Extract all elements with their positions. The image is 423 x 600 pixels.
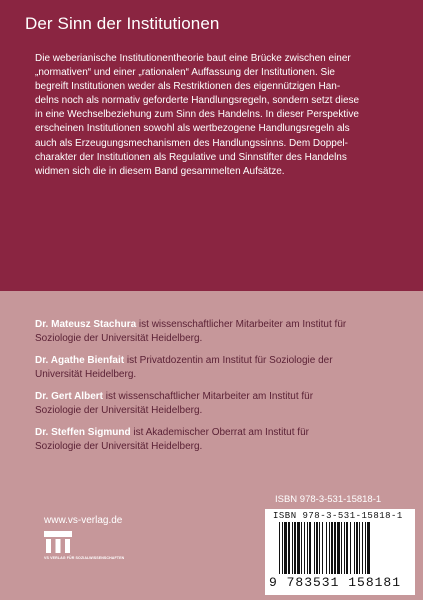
barcode-bar [362, 522, 363, 574]
description-panel [0, 0, 423, 291]
isbn-label: ISBN 978-3-531-15818-1 [275, 494, 382, 505]
author-bio [35, 318, 407, 346]
barcode-bar [316, 522, 318, 574]
barcode-bar [288, 522, 290, 574]
description-line: auch als Erzeugungsmechanismen des Handlungssinns. Dem Doppel- [35, 137, 348, 149]
publisher-website: www.vs-verlag.de [44, 515, 123, 526]
author-bio [35, 390, 407, 418]
author-bio [35, 426, 407, 454]
barcode-isbn-text: ISBN 978-3-531-15818-1 [273, 511, 403, 521]
barcode-bar [341, 522, 342, 574]
barcode-bar [337, 522, 340, 574]
barcode-bar [279, 522, 280, 574]
barcode-bar [292, 522, 293, 574]
barcode [265, 509, 415, 595]
description-line: in eine Wechselbeziehung zum Sinn des Handelns. In dieser Perspektive [35, 109, 359, 121]
publisher-logo [44, 531, 125, 561]
author-bio [35, 354, 407, 382]
author-bio-text: Soziologie der Universität Heidelberg. [35, 333, 203, 344]
book-description [35, 52, 407, 179]
author-name: Dr. Steffen Sigmund [35, 427, 131, 438]
barcode-bar [365, 522, 366, 574]
author-bio-text: ist wissenschaftlicher Mitarbeiter am Institut für [136, 319, 347, 330]
description-line: erscheinen Institutionen sowohl als wertbezogene Handlungsregeln als [35, 123, 350, 135]
author-bio-text: Soziologie der Universität Heidelberg. [35, 441, 203, 452]
barcode-bar [294, 522, 296, 574]
author-name: Dr. Agathe Bienfait [35, 355, 125, 366]
author-bio-text: ist wissenschaftlicher Mitarbeiter am Institut für [102, 391, 314, 402]
author-bio-text: Soziologie der Universität Heidelberg. [35, 405, 203, 416]
barcode-bar [282, 522, 283, 574]
barcode-bar [331, 522, 333, 574]
author-name: Dr. Gert Albert [35, 391, 103, 402]
publisher-logo-text: VS VERLAG FÜR SOZIALWISSENSCHAFTEN [44, 556, 125, 560]
barcode-bar [307, 522, 308, 574]
barcode-bar [344, 522, 345, 574]
barcode-bar [319, 522, 320, 574]
barcode-bar [314, 522, 315, 574]
description-line: charakter der Institutionen als Regulative und Sinnstifter des Handelns [35, 151, 347, 163]
book-title: Der Sinn der Institutionen [25, 14, 220, 33]
publisher-logo-mark-icon [44, 531, 72, 553]
description-line: „normativen“ und einer „rationalen“ Auffassung der Institutionen. Sie [35, 67, 335, 79]
barcode-bar [350, 522, 351, 574]
barcode-bar [322, 522, 323, 574]
barcode-bar [326, 522, 327, 574]
author-bio-text: ist Privatdozentin am Institut für Soziologie der [124, 355, 333, 366]
description-line: Die weberianische Institutionentheorie baut eine Brücke zwischen einer [35, 53, 351, 64]
barcode-bar [367, 522, 370, 574]
author-bio-text: ist Akademischer Oberrat am Institut für [130, 427, 309, 438]
barcode-bar [359, 522, 360, 574]
description-line: delns noch als normativ geforderte Handlungsregeln, sondern setzt diese [35, 95, 360, 107]
author-bio-text: Universität Heidelberg. [35, 369, 137, 380]
barcode-bars [265, 522, 415, 578]
description-line: begreift Institutionen weder als Restriktionen des eigennützigen Han- [35, 81, 341, 93]
barcode-bar [304, 522, 305, 574]
barcode-bar [354, 522, 355, 574]
barcode-bar [346, 522, 348, 574]
author-name: Dr. Mateusz Stachura [35, 319, 137, 330]
author-bios [35, 318, 407, 462]
barcode-bar [356, 522, 358, 574]
barcode-bar [329, 522, 330, 574]
barcode-bar [309, 522, 311, 574]
description-line: widmen sich die in diesem Band gesammelten Aufsätze. [35, 165, 285, 177]
barcode-bar [297, 522, 300, 574]
barcode-bar [284, 522, 287, 574]
barcode-digits: 9 783531 158181 [269, 575, 402, 590]
barcode-bar [334, 522, 336, 574]
barcode-bar [301, 522, 302, 574]
